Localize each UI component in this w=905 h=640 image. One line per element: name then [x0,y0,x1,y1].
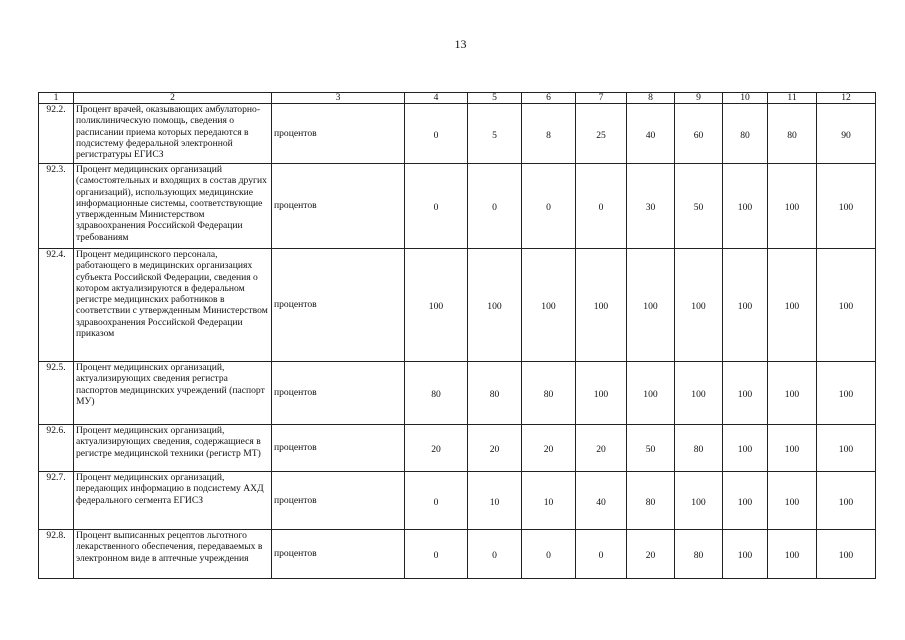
value-text: 40 [645,129,656,141]
value-cell [522,472,576,530]
row-number: 92.5. [39,362,74,425]
value-cell [522,530,576,579]
row-number: 92.4. [39,249,74,362]
value-cell [675,164,723,249]
value-text: 100 [784,202,800,214]
row-number: 92.6. [39,425,74,472]
value-cell [627,530,675,579]
value-cell [723,425,768,472]
value-text: 100 [838,444,854,456]
value-text: 60 [693,129,704,141]
value-cell [768,530,817,579]
indicator-name: Процент медицинских организаций, актуализирующих сведения регистра паспортов медицинских учреждений (паспорт МУ) [74,362,272,425]
value-text: 100 [838,496,854,508]
value-cell [768,104,817,164]
value-text: 50 [693,202,704,214]
value-cell [675,104,723,164]
value-text: 100 [838,301,854,313]
value-text: 80 [543,389,554,401]
value-cell [723,104,768,164]
unit-cell: процентов [272,425,405,472]
indicator-name: Процент медицинских организаций, актуализирующих сведения, содержащиеся в регистре медицинской техники (регистр МТ) [74,425,272,472]
value-cell [675,249,723,362]
value-text: 0 [492,550,497,562]
value-cell [405,104,468,164]
value-text: 100 [643,389,658,401]
value-text: 100 [691,389,706,401]
value-cell [768,425,817,472]
row-number: 92.2. [39,104,74,164]
value-text: 100 [784,301,800,313]
value-cell [723,530,768,579]
value-text: 80 [787,129,797,141]
value-cell [576,472,627,530]
value-cell [768,164,817,249]
value-cell [768,249,817,362]
table-row [39,362,876,425]
value-text: 0 [598,550,604,562]
column-header: 4 [405,93,468,104]
table-row [39,104,876,164]
value-text: 20 [489,444,500,456]
unit-cell: процентов [272,472,405,530]
value-text: 80 [740,129,750,141]
value-text: 10 [489,496,500,508]
value-text: 20 [431,444,441,456]
value-text: 80 [645,496,656,508]
column-header: 10 [723,93,768,104]
value-cell [468,425,522,472]
page-number: 13 [454,37,467,51]
value-cell [576,104,627,164]
value-text: 20 [543,444,554,456]
row-number: 92.7. [39,472,74,530]
value-cell [817,104,876,164]
unit-cell: процентов [272,530,405,579]
value-text: 0 [433,496,439,508]
value-cell [468,362,522,425]
value-cell [405,362,468,425]
value-text: 100 [691,301,706,313]
value-cell [723,164,768,249]
value-text: 100 [737,202,753,214]
value-cell [675,472,723,530]
unit-cell: процентов [272,249,405,362]
value-text: 100 [691,496,706,508]
value-text: 100 [737,550,753,562]
value-cell [817,530,876,579]
value-cell [468,104,522,164]
value-text: 100 [784,550,800,562]
value-cell [768,362,817,425]
value-cell [627,472,675,530]
value-cell [522,104,576,164]
column-header: 3 [272,93,405,104]
value-cell [817,362,876,425]
value-text: 100 [784,389,800,401]
table-header-row [39,93,876,104]
value-cell [405,164,468,249]
table-row [39,425,876,472]
value-cell [468,249,522,362]
value-cell [627,362,675,425]
unit-cell: процентов [272,104,405,164]
row-number: 92.3. [39,164,74,249]
value-text: 100 [487,301,502,313]
value-cell [405,530,468,579]
value-cell [468,472,522,530]
value-cell [817,472,876,530]
value-text: 30 [645,202,656,214]
value-text: 80 [489,389,500,401]
value-cell [405,472,468,530]
value-cell [627,425,675,472]
value-text: 100 [643,301,658,313]
value-cell [723,362,768,425]
indicator-name: Процент медицинских организаций, передающих информацию в подсистему АХД федерального сегмента ЕГИСЗ [74,472,272,530]
value-text: 0 [433,550,439,562]
value-text: 100 [428,301,444,313]
column-header: 9 [675,93,723,104]
value-cell [627,164,675,249]
column-header: 7 [576,93,627,104]
column-header: 6 [522,93,576,104]
value-text: 0 [546,550,551,562]
indicator-name: Процент врачей, оказывающих амбулаторно-поликлиническую помощь, сведения о расписании приема которых передаются в подсистему федеральной электронной регистратуры ЕГИСЗ [74,104,272,164]
value-text: 100 [784,444,800,456]
value-cell [768,472,817,530]
value-text: 100 [737,301,753,313]
value-cell [675,530,723,579]
value-text: 10 [543,496,554,508]
value-text: 100 [593,389,609,401]
value-text: 25 [596,129,606,141]
table-row [39,249,876,362]
column-header: 5 [468,93,522,104]
value-cell [468,164,522,249]
value-text: 20 [596,444,606,456]
value-text: 0 [546,202,551,214]
value-cell [675,362,723,425]
value-cell [627,249,675,362]
value-text: 80 [693,550,704,562]
value-cell [522,249,576,362]
value-text: 100 [737,496,753,508]
table-row [39,164,876,249]
value-text: 8 [546,129,551,141]
indicator-name: Процент медицинских организаций (самостоятельных и входящих в состав других организаций), использующих медицинские информационные системы, соответствующие утвержденным Министерством здравоохранения Российской Федерации требованиям [74,164,272,249]
value-cell [576,249,627,362]
value-text: 0 [492,202,497,214]
value-cell [675,425,723,472]
value-cell [468,530,522,579]
value-text: 0 [433,129,439,141]
value-text: 0 [598,202,604,214]
value-text: 40 [596,496,606,508]
value-text: 50 [645,444,656,456]
value-text: 90 [841,129,851,141]
row-number: 92.8. [39,530,74,579]
column-header: 2 [74,93,272,104]
indicator-name: Процент медицинского персонала, работающего в медицинских организациях субъекта Российской Федерации, сведения о котором актуализируются в федеральном регистре медицинских работников в соответствии с утвержденным Министерством здравоохранения Российской Федерации приказом [74,249,272,362]
indicator-name: Процент выписанных рецептов льготного лекарственного обеспечения, передаваемых в электронном виде в аптечные учреждения [74,530,272,579]
value-cell [405,425,468,472]
value-text: 100 [838,389,854,401]
value-text: 100 [838,550,854,562]
value-text: 100 [541,301,556,313]
value-cell [405,249,468,362]
unit-cell: процентов [272,164,405,249]
value-text: 5 [492,129,497,141]
column-header: 11 [768,93,817,104]
value-text: 80 [693,444,704,456]
value-cell [522,362,576,425]
column-header: 1 [39,93,74,104]
table-row [39,472,876,530]
value-cell [576,530,627,579]
value-cell [522,164,576,249]
value-cell [576,425,627,472]
value-text: 100 [737,389,753,401]
value-cell [627,104,675,164]
unit-cell: процентов [272,362,405,425]
value-text: 100 [838,202,854,214]
value-cell [817,425,876,472]
value-text: 0 [433,202,439,214]
column-header: 12 [817,93,876,104]
value-text: 80 [431,389,441,401]
indicators-table [38,92,876,579]
column-header: 8 [627,93,675,104]
value-cell [522,425,576,472]
value-text: 20 [645,550,656,562]
value-cell [817,164,876,249]
value-cell [817,249,876,362]
value-text: 100 [593,301,609,313]
value-cell [723,249,768,362]
value-cell [576,362,627,425]
value-cell [723,472,768,530]
value-text: 100 [737,444,753,456]
value-text: 100 [784,496,800,508]
table-row [39,530,876,579]
value-cell [576,164,627,249]
